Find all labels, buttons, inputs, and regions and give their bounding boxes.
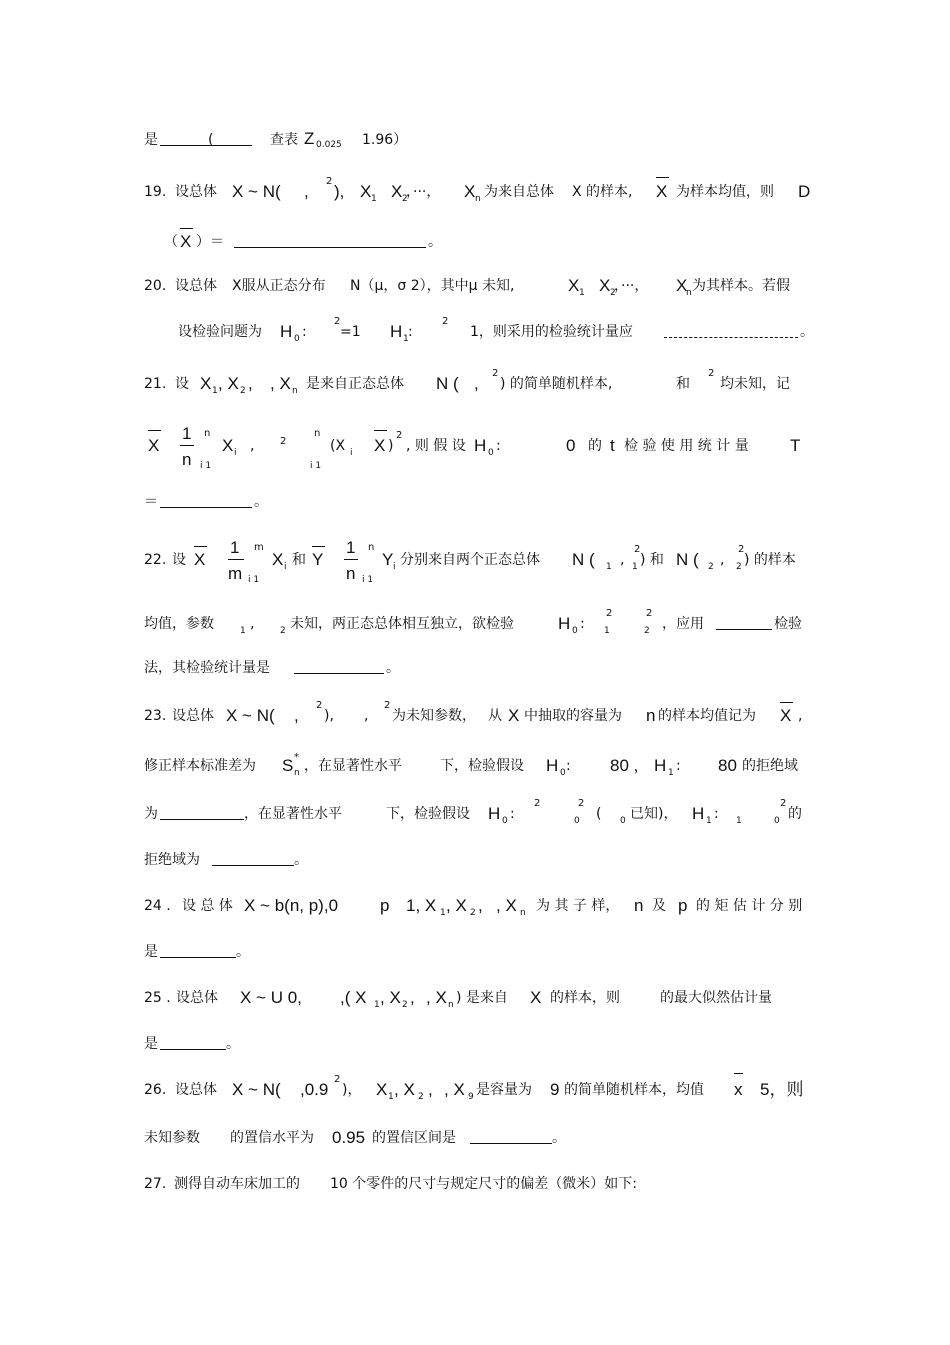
- text-sn: n: [292, 386, 298, 396]
- text-end: 。: [236, 944, 250, 960]
- text-v80: 80 ,: [610, 756, 639, 775]
- text-sq4: 2: [578, 798, 585, 809]
- text-t1: 设总体: [175, 184, 217, 200]
- text-s2: 2: [610, 288, 616, 298]
- text-nsup: n: [204, 428, 211, 439]
- text-s1: 1: [440, 908, 446, 918]
- text-h0s: 0: [488, 448, 494, 458]
- text-c2: ,: [720, 552, 725, 568]
- text-t16: 的置信区间是: [372, 1130, 456, 1146]
- overline: [780, 702, 793, 703]
- text-sn: n: [520, 908, 526, 918]
- text-t8: 均值，参数: [144, 616, 214, 632]
- text-num: 27.: [144, 1176, 167, 1192]
- text-t9: 的样本均值记为: [658, 708, 756, 724]
- question-23-cont: [144, 754, 814, 778]
- text-t19: 的: [788, 806, 802, 822]
- text-t4: , X: [380, 988, 401, 1007]
- text-t1: 设总体: [172, 708, 214, 724]
- text-sq: 2: [316, 700, 323, 711]
- text-t9: D: [798, 182, 811, 201]
- text-msup: m: [254, 542, 264, 553]
- text-nsup: n: [368, 542, 375, 553]
- text-S: S: [282, 756, 294, 775]
- text-c1: ,: [620, 552, 625, 568]
- text-x1: X: [360, 182, 372, 201]
- answer-blank: [294, 673, 384, 674]
- text-s2: 2: [708, 562, 714, 572]
- question-24: [144, 894, 814, 918]
- text-ybar: Y: [312, 550, 324, 569]
- text-q2: 2: [646, 608, 653, 619]
- text-t11: 检验: [774, 616, 802, 632]
- question-26-cont: [144, 1126, 814, 1150]
- text-xn: , X: [270, 374, 291, 393]
- text-h0s: 0: [572, 626, 578, 636]
- text-h0: H: [546, 756, 559, 775]
- text-one: 1: [182, 424, 192, 443]
- text-t7: ,: [428, 1080, 433, 1099]
- text-t7: , X: [496, 896, 517, 915]
- text-p1: (X: [330, 438, 346, 454]
- text-t1: 测得自动车床加工的: [174, 1176, 300, 1192]
- text-t12: 下，检验假设: [440, 758, 524, 774]
- question-21: [144, 368, 814, 396]
- overline: [194, 546, 207, 547]
- text-t6: 和: [676, 376, 690, 392]
- text-t12: 法，其检验统计量是: [144, 660, 270, 676]
- text-t8: 中抽取的容量为: [524, 708, 622, 724]
- overline: [180, 228, 193, 229]
- text-yis: i: [393, 562, 396, 572]
- text-sq2: 2: [708, 368, 715, 379]
- text-num: 20.: [144, 278, 167, 294]
- text-p2: ): [388, 438, 394, 454]
- text-t2: 是来自正态总体: [306, 376, 404, 392]
- text-t5: ) 的简单随机样本,: [500, 376, 613, 392]
- text-t10: 9: [550, 1080, 560, 1099]
- text-t14: 为: [144, 806, 158, 822]
- text-s0c: 0: [774, 816, 780, 826]
- text-xis: i: [284, 562, 287, 572]
- text-v80b: 80: [718, 756, 737, 775]
- text-n: n: [182, 450, 192, 469]
- text-sub1: 1: [632, 562, 638, 572]
- text-dots: ，···，: [406, 184, 441, 200]
- text-t10: 检 验 使 用 统 计 量: [624, 438, 749, 454]
- text-t5: X: [376, 1080, 388, 1099]
- text-t2: X ~ N(: [232, 182, 281, 201]
- text-h0: H: [558, 614, 571, 633]
- text-num: 23.: [144, 708, 167, 724]
- text-t6: , X: [394, 1080, 415, 1099]
- text-one: 1: [230, 538, 240, 557]
- text-num: 19.: [144, 184, 167, 200]
- question-25: [144, 986, 814, 1010]
- text-q1s: 1: [604, 626, 610, 636]
- text-t5: ) 和: [640, 552, 664, 568]
- text-i12: i 1: [310, 461, 322, 471]
- text-t3: p: [380, 896, 390, 915]
- text-t12: 的 矩 估 计 分 别: [696, 898, 803, 914]
- text-xi: X: [222, 436, 234, 455]
- text-t20: 拒绝域为: [144, 852, 200, 868]
- text-h1: H: [390, 322, 403, 341]
- text-num: 24 .: [144, 898, 171, 914]
- text-t5: 0.025: [316, 140, 342, 150]
- text-xbar2: X: [180, 232, 192, 251]
- text-sub2: 2: [736, 562, 742, 572]
- text-end: 。: [552, 1130, 566, 1146]
- text-t2: X ~ U 0,: [240, 988, 302, 1007]
- text-t2: X ~ b(n, p),0: [244, 896, 339, 915]
- text-sq: 2: [334, 1074, 341, 1085]
- text-t4: N (: [572, 550, 595, 569]
- text-nsup2: n: [314, 428, 321, 439]
- text-m: m: [228, 564, 243, 583]
- text-t15: ，在显著性水平: [244, 806, 342, 822]
- text-t1: 设总体: [175, 1082, 217, 1098]
- text-sn: n: [686, 288, 692, 298]
- text-s1: 1: [374, 1000, 380, 1010]
- text-one2: 1: [346, 538, 356, 557]
- text-t11: 的简单随机样本，均值: [564, 1082, 704, 1098]
- text-t6: 1，则采用的检验统计量应: [470, 324, 633, 340]
- text-s9: 9: [468, 1092, 474, 1102]
- text-sq2: 2: [442, 316, 449, 327]
- text-sq4: 2: [396, 430, 403, 441]
- text-pc: ,: [250, 616, 255, 632]
- text-xis2: i: [350, 448, 353, 458]
- text-h0s: 0: [560, 768, 566, 778]
- text-n: n: [346, 564, 356, 583]
- text-h1s: 1: [668, 768, 674, 778]
- text-x1: X: [200, 374, 212, 393]
- text-num: 21.: [144, 376, 167, 392]
- text-t11: p: [678, 896, 688, 915]
- text-t9: 是容量为: [476, 1082, 532, 1098]
- answer-blank: [212, 865, 294, 866]
- text-num: 22.: [144, 552, 167, 568]
- text-i12: i 1: [362, 575, 374, 585]
- text-t4: ),: [324, 708, 334, 724]
- text-t18: 已知)，: [630, 806, 678, 822]
- text-t11: 是: [144, 1036, 158, 1052]
- text-sq2: 2: [738, 544, 745, 555]
- text-yi: Y: [382, 550, 394, 569]
- text-dots: ，···，: [614, 278, 649, 294]
- text-t5: , X: [446, 896, 467, 915]
- text-q1: 2: [606, 608, 613, 619]
- text-t16: 下，检验假设: [386, 806, 470, 822]
- text-t10: 的最大似然估计量: [660, 990, 772, 1006]
- text-h1b: H: [692, 804, 705, 823]
- text-colon: :: [302, 324, 307, 340]
- text-t7: 均未知，记: [720, 376, 790, 392]
- overline: [734, 1073, 743, 1074]
- question-23-answer: [144, 848, 814, 872]
- text-t3: ,: [304, 182, 309, 201]
- text-t2: X服从正态分布: [232, 278, 326, 294]
- text-t6: 为未知参数，: [392, 708, 476, 724]
- text-x2: X: [391, 182, 403, 201]
- question-23-cont2: [144, 798, 814, 826]
- text-star: *: [294, 752, 299, 763]
- text-t10: 及: [652, 898, 666, 914]
- text-s1: 1: [736, 816, 742, 826]
- fraction-bar: [228, 559, 244, 560]
- text-sq1: 2: [634, 544, 641, 555]
- text-t6: 为来自总体: [484, 184, 554, 200]
- text-colon2: :: [676, 758, 681, 774]
- text-t13: 未知参数: [144, 1130, 200, 1146]
- text-t2: X ~ N(: [226, 706, 275, 725]
- text-t8: X: [530, 988, 542, 1007]
- text-h0b: H: [488, 804, 501, 823]
- text-t6: , X: [426, 988, 447, 1007]
- text-xbar2: X: [374, 436, 386, 455]
- text-xbar: x: [734, 1080, 743, 1099]
- text-end: 。: [386, 660, 400, 676]
- text-colon2: :: [408, 324, 413, 340]
- text-xbar: X: [148, 436, 160, 455]
- question-25-answer: [144, 1032, 814, 1056]
- overline: [374, 430, 387, 431]
- question-22-cont: [144, 608, 814, 636]
- answer-blank: [234, 247, 426, 248]
- text-sq3: 2: [534, 798, 541, 809]
- text-t4: )，: [342, 1082, 362, 1098]
- text-h0: H: [474, 436, 487, 455]
- q18-tail: [144, 128, 814, 152]
- text-h1s: 1: [403, 334, 409, 344]
- text-X: X: [508, 706, 520, 725]
- text-end: 。: [226, 1036, 240, 1052]
- text-t4: Z: [304, 129, 315, 148]
- text-x1: X: [568, 276, 580, 295]
- text-p2: 2: [280, 626, 286, 636]
- question-19: [144, 176, 814, 204]
- text-t9: 未知，两正态总体相互独立，欲检验: [290, 616, 514, 632]
- text-xn: X: [676, 276, 688, 295]
- overline: [148, 430, 161, 431]
- text-t12: 5，则: [760, 1080, 804, 1099]
- overline: [656, 177, 669, 178]
- text-t10: ，应用: [662, 616, 704, 632]
- text-s2: 2: [470, 908, 476, 918]
- question-21-formula: [144, 424, 814, 471]
- text-s1: 1: [606, 562, 612, 572]
- text-sn: n: [448, 1000, 454, 1010]
- text-xbar: X: [780, 706, 792, 725]
- text-t5: ,: [364, 708, 369, 724]
- text-t2: 10 个零件的尺寸与规定尺寸的偏差（微米）如下:: [330, 1176, 637, 1192]
- question-20-cont: [144, 316, 814, 344]
- text-t9: 的: [588, 438, 602, 454]
- text-t3: 查表: [270, 132, 298, 148]
- overline: [312, 546, 325, 547]
- answer-blank: [160, 507, 252, 508]
- text-zero: 0: [566, 436, 576, 455]
- text-t8: , 则 假 设: [406, 438, 466, 454]
- text-t9: 的样本，则: [550, 990, 620, 1006]
- text-t3: N (: [436, 374, 459, 393]
- question-19-cont: [144, 230, 814, 254]
- text-T: T: [790, 436, 801, 455]
- text-h0bs: 0: [502, 816, 508, 826]
- text-t11: ，在显著性水平: [304, 758, 402, 774]
- text-end: 。: [294, 852, 308, 868]
- text-s0: 0: [574, 816, 580, 826]
- text-i1: i 1: [248, 575, 260, 585]
- question-20: [144, 274, 814, 298]
- text-h0s: 0: [294, 334, 300, 344]
- text-t3: ,0.9: [300, 1080, 329, 1099]
- text-t1: 设总体: [175, 278, 217, 294]
- text-h1: H: [654, 756, 667, 775]
- question-27: [144, 1172, 814, 1196]
- fraction-bar: [344, 559, 358, 560]
- text-t4: 1, X: [406, 896, 437, 915]
- text-t3: N（μ，σ 2），其中μ 未知,: [350, 278, 515, 294]
- text-q2s: 2: [644, 626, 650, 636]
- text-t1: 设 总 体: [182, 898, 233, 914]
- text-sq: 2: [492, 368, 499, 379]
- text-t8: 为样本均值，则: [676, 184, 774, 200]
- text-colon: :: [496, 438, 501, 454]
- text-t17: (: [596, 806, 602, 822]
- text-s2: 2: [402, 1000, 408, 1010]
- text-i1: i 1: [200, 461, 212, 471]
- text-t4: ,: [474, 374, 479, 393]
- answer-blank: [160, 957, 236, 958]
- text-x2: X: [599, 276, 611, 295]
- text-t6: 1.96）: [362, 132, 408, 148]
- question-21-answer: [144, 490, 814, 514]
- text-h1bs: 1: [706, 816, 712, 826]
- text-num: 25 .: [144, 990, 171, 1006]
- text-sn: n: [475, 194, 481, 204]
- text-t13: 是: [144, 944, 158, 960]
- text-sq2: 2: [384, 700, 391, 711]
- text-t5: 设检验问题为: [178, 324, 262, 340]
- text-xn: X: [464, 182, 476, 201]
- text-t7: ) 是来自: [456, 990, 508, 1006]
- text-s1: 1: [371, 194, 377, 204]
- answer-blank: [160, 819, 244, 820]
- text-p1: 1: [240, 626, 246, 636]
- question-22-answer: [144, 656, 814, 680]
- text-colon3: :: [510, 806, 515, 822]
- text-t2: X ~ N(: [232, 1080, 281, 1099]
- text-xbar: X: [194, 550, 206, 569]
- text-s2: 2: [402, 194, 408, 204]
- text-t7: ) 的样本: [744, 552, 796, 568]
- text-t10: 修正样本标准差为: [144, 758, 256, 774]
- text-xbar: X: [656, 182, 668, 201]
- text-sq5: 2: [780, 798, 787, 809]
- text-t6: N (: [676, 550, 699, 569]
- question-24-answer: [144, 940, 814, 964]
- text-sq: 2: [334, 316, 341, 327]
- text-t1: 是: [144, 132, 158, 148]
- text-t2: 和: [292, 552, 306, 568]
- text-end: 。: [800, 324, 814, 340]
- text-s0b: 0: [620, 816, 626, 826]
- text-s2: 2: [418, 1092, 424, 1102]
- fraction-bar: [180, 445, 194, 446]
- text-end: 。: [254, 494, 268, 510]
- text-comma: ,: [798, 708, 803, 724]
- text-colon4: :: [714, 806, 719, 822]
- text-Ss: n: [294, 768, 300, 778]
- text-comma: ,: [248, 374, 253, 393]
- text-t3: ,( X: [340, 988, 367, 1007]
- text-end: 。: [428, 234, 442, 250]
- text-t7: 从: [488, 708, 502, 724]
- question-22: [144, 538, 814, 585]
- text-t8: 为 其 子 样，: [536, 898, 620, 914]
- text-t5: ),: [334, 182, 345, 201]
- text-t13: 的拒绝域: [742, 758, 798, 774]
- answer-blank: [160, 1049, 226, 1050]
- text-colon: :: [566, 758, 571, 774]
- text-colon: :: [580, 616, 585, 632]
- text-t15: 0.95: [332, 1128, 366, 1147]
- text-xis: i: [234, 448, 237, 458]
- text-t7: X 的样本,: [572, 184, 633, 200]
- text-s2: 2: [240, 386, 246, 396]
- text-eq: =1: [340, 324, 361, 340]
- answer-blank: [470, 1143, 552, 1144]
- text-t10: （: [164, 234, 178, 250]
- text-t11: ）＝: [196, 234, 224, 250]
- text-t4: 为其样本。若假: [692, 278, 790, 294]
- text-t3: 分别来自两个正态总体: [400, 552, 540, 568]
- text-t3: ,: [294, 706, 299, 725]
- answer-blank: [160, 145, 252, 146]
- text-x2: , X: [218, 374, 239, 393]
- text-t6: ,: [478, 896, 483, 915]
- text-h0: H: [280, 322, 293, 341]
- answer-blank: [664, 337, 798, 338]
- text-t1: 设总体: [176, 990, 218, 1006]
- text-t9: n: [634, 896, 644, 915]
- question-23: [144, 700, 814, 728]
- text-s1: 1: [212, 386, 218, 396]
- text-t1: 设: [175, 376, 189, 392]
- text-sq3: 2: [280, 436, 287, 447]
- text-num: 26.: [144, 1082, 167, 1098]
- question-26: [144, 1074, 814, 1102]
- text-t2: (: [208, 132, 214, 148]
- answer-blank: [716, 629, 772, 630]
- text-eq: ＝: [144, 494, 158, 510]
- text-t5: ,: [410, 988, 415, 1007]
- text-n: n: [646, 706, 656, 725]
- text-s1: 1: [579, 288, 585, 298]
- text-s1: 1: [388, 1092, 394, 1102]
- text-tt: t: [610, 436, 615, 455]
- text-xi: X: [272, 550, 284, 569]
- text-t14: 的置信水平为: [230, 1130, 314, 1146]
- text-t8: , X: [444, 1080, 465, 1099]
- text-comma2: ,: [250, 438, 255, 454]
- text-t1: 设: [172, 552, 186, 568]
- text-t4: 2: [326, 176, 333, 187]
